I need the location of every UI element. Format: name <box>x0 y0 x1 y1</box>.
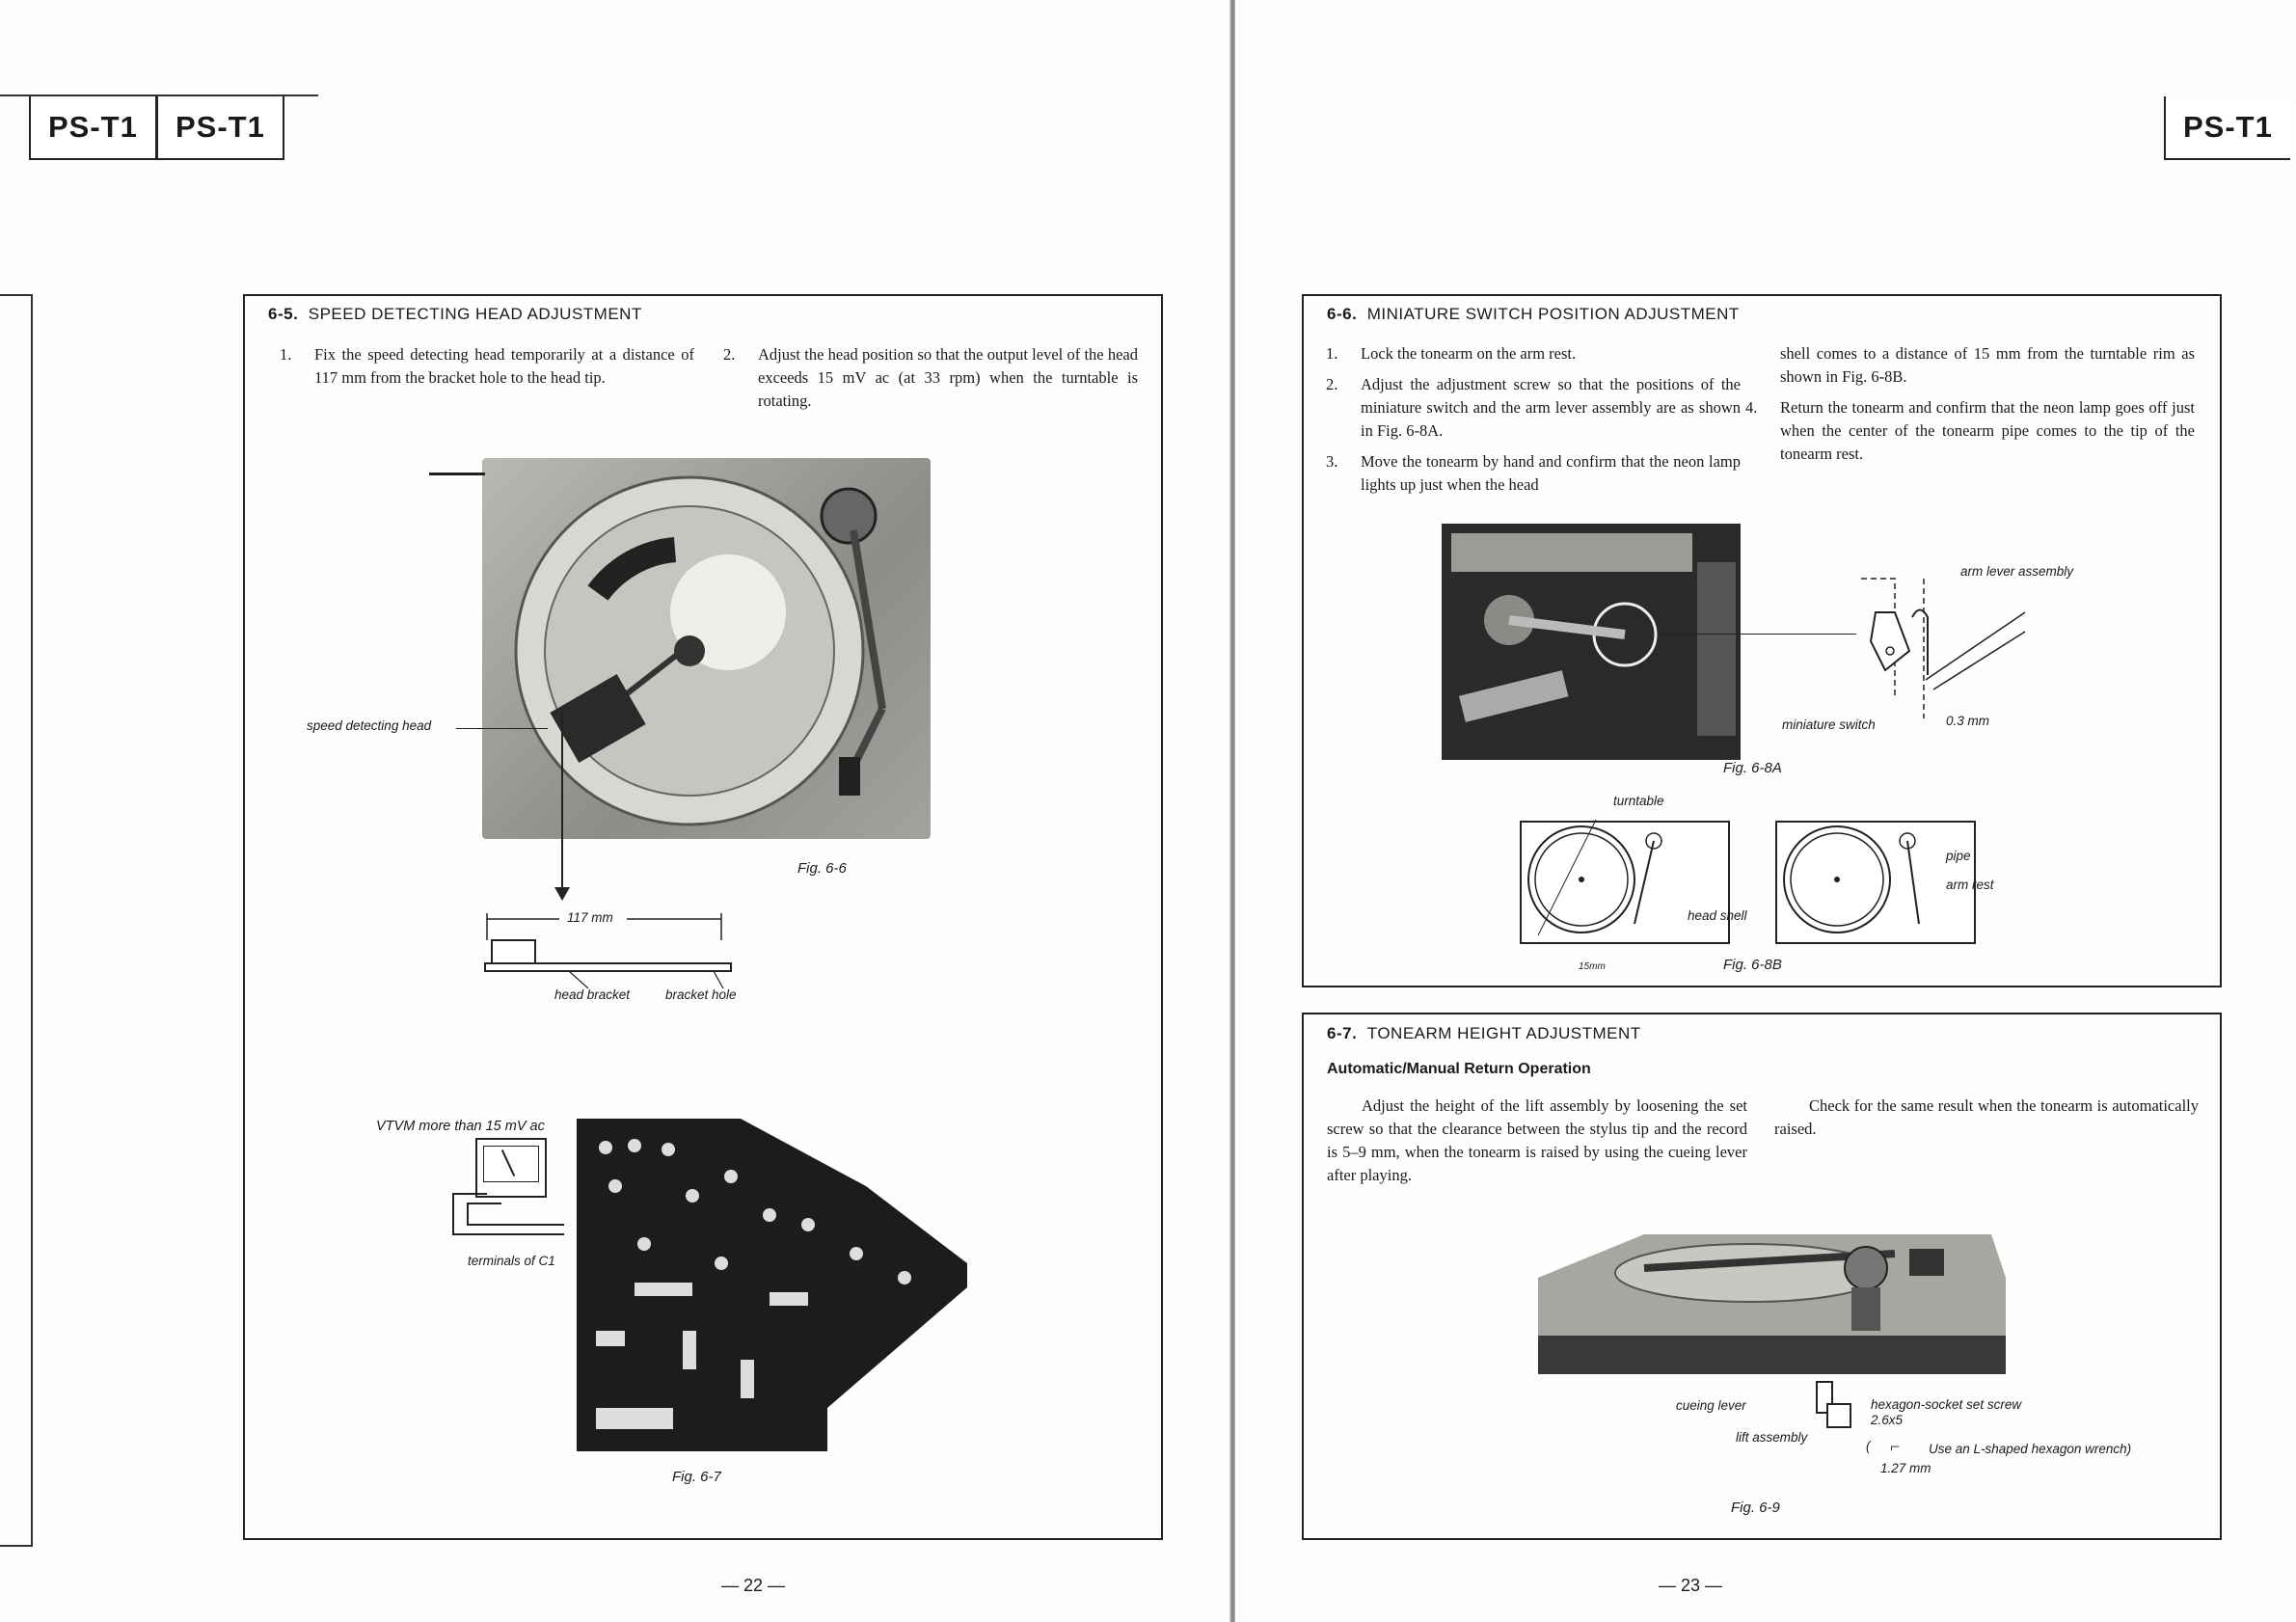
left-binding-edge <box>0 294 33 1547</box>
step-2: 2. Adjust the head position so that the output level of the head exceeds 15 mV ac (at 33 rpm) when the turntable is rotating. <box>723 345 1138 410</box>
step-3: 3. Move the tonearm by hand and confirm that the neon lamp lights up just when the head <box>1326 452 1741 494</box>
pcb-photo <box>577 1119 972 1451</box>
switch-detail-sketch <box>1856 574 2030 718</box>
turntable-diagram-1 <box>1519 820 1731 945</box>
meter-leads <box>444 1186 569 1244</box>
label-wrench: Use an L-shaped hexagon wrench) <box>1929 1442 2132 1456</box>
section-6-6-heading <box>1327 305 1740 324</box>
label-turntable: turntable <box>1613 794 1664 808</box>
section-title: SPEED DETECTING HEAD ADJUSTMENT <box>308 305 642 323</box>
label-wrench-size: 1.27 mm <box>1880 1461 1931 1475</box>
section-number: 6-5. <box>268 305 299 323</box>
set-screw-part <box>1826 1403 1851 1428</box>
model-tag-right: PS-T1 <box>2164 96 2290 160</box>
fig-6-7-caption: Fig. 6-7 <box>672 1469 721 1485</box>
label-set-screw: hexagon-socket set screw <box>1871 1397 2022 1412</box>
turntable-illustration <box>482 458 931 839</box>
meter-needle <box>501 1149 515 1176</box>
model-tag-prev: PS-T1 <box>29 96 157 160</box>
leader-speed-head <box>456 728 548 729</box>
label-screw-size: 2.6x5 <box>1871 1413 1904 1427</box>
fig-6-6-caption: Fig. 6-6 <box>797 860 847 877</box>
fig-6-9-caption: Fig. 6-9 <box>1731 1500 1780 1516</box>
cable-line <box>429 473 485 475</box>
section-6-6-left-column <box>1326 342 1741 497</box>
label-pipe: pipe <box>1946 849 1971 863</box>
section-6-7-subtitle: Automatic/Manual Return Operation <box>1327 1061 1591 1077</box>
step-1: 1. Fix the speed detecting head temporarily at a distance of 117 mm from the bracket hole to the head tip. <box>280 345 694 387</box>
section-number: 6-6. <box>1327 305 1358 323</box>
fig-6-8a-caption: Fig. 6-8A <box>1723 760 1782 776</box>
step-4: 4. Return the tonearm and confirm that the neon lamp goes off just when the center of the tonearm pipe comes to the tip of the tonearm rest. <box>1745 398 2195 463</box>
step-1: 1. Lock the tonearm on the arm rest. <box>1326 344 1577 363</box>
turntable-top-photo <box>482 458 931 839</box>
label-miniature-switch: miniature switch <box>1782 717 1876 732</box>
step-2: 2. Adjust the adjustment screw so that the positions of the miniature switch and the arm lever assembly are as shown in Fig. 6-8A. <box>1326 375 1741 440</box>
model-tag-left: PS-T1 <box>156 96 284 160</box>
page-number-23: — 23 — <box>1659 1576 1723 1595</box>
section-6-7-para-2: Check for the same result when the tonearm is automatically raised. <box>1774 1096 2199 1138</box>
section-number: 6-7. <box>1327 1024 1358 1042</box>
label-0-3mm: 0.3 mm <box>1946 714 1990 728</box>
label-head-shell: head shell <box>1688 908 1747 923</box>
label-15mm: 15mm <box>1579 961 1606 972</box>
label-vtvm: VTVM more than 15 mV ac <box>376 1119 545 1134</box>
page-number-22: — 22 — <box>721 1576 786 1595</box>
section-title: MINIATURE SWITCH POSITION ADJUSTMENT <box>1366 305 1740 323</box>
tonearm-illustration <box>1528 1220 2011 1393</box>
section-6-5-heading <box>268 305 642 324</box>
section-title: TONEARM HEIGHT ADJUSTMENT <box>1366 1024 1641 1042</box>
hex-wrench-icon: ⌐ <box>1890 1437 1901 1456</box>
label-arm-lever-assembly: arm lever assembly <box>1960 564 2074 579</box>
label-terminals: terminals of C1 <box>468 1254 555 1268</box>
label-arm-rest: arm rest <box>1946 878 1994 892</box>
section-6-6-right-column <box>1745 342 2195 466</box>
switch-illustration <box>1442 524 1741 760</box>
pcb-illustration <box>577 1119 972 1451</box>
fig-6-8a-leader <box>1659 634 1856 635</box>
section-6-7-para-1: Adjust the height of the lift assembly by loosening the set screw so that the clearance between the stylus tip and the record is 5–9 mm, when the tonearm is raised by using the cueing lever after playing. <box>1327 1096 1747 1184</box>
miniature-switch-photo <box>1442 524 1741 760</box>
tonearm-side-photo <box>1528 1220 2011 1393</box>
label-lift-assembly: lift assembly <box>1736 1430 1808 1445</box>
label-head-bracket: head bracket <box>554 987 631 1002</box>
wrench-open-paren: ( <box>1866 1439 1871 1453</box>
page-gutter <box>1229 0 1235 1622</box>
label-speed-detecting-head: speed detecting head <box>307 718 432 733</box>
label-117mm: 117 mm <box>567 910 613 925</box>
meter-face <box>483 1146 539 1182</box>
label-cueing-lever: cueing lever <box>1676 1398 1746 1413</box>
fig-6-8b-caption: Fig. 6-8B <box>1723 957 1782 973</box>
section-6-7-heading <box>1327 1024 1641 1043</box>
drop-arrow <box>561 714 563 892</box>
drop-arrow-head <box>554 887 570 901</box>
step-3-continuation: shell comes to a distance of 15 mm from the turntable rim as shown in Fig. 6-8B. <box>1780 344 2195 386</box>
label-bracket-hole: bracket hole <box>665 987 737 1002</box>
